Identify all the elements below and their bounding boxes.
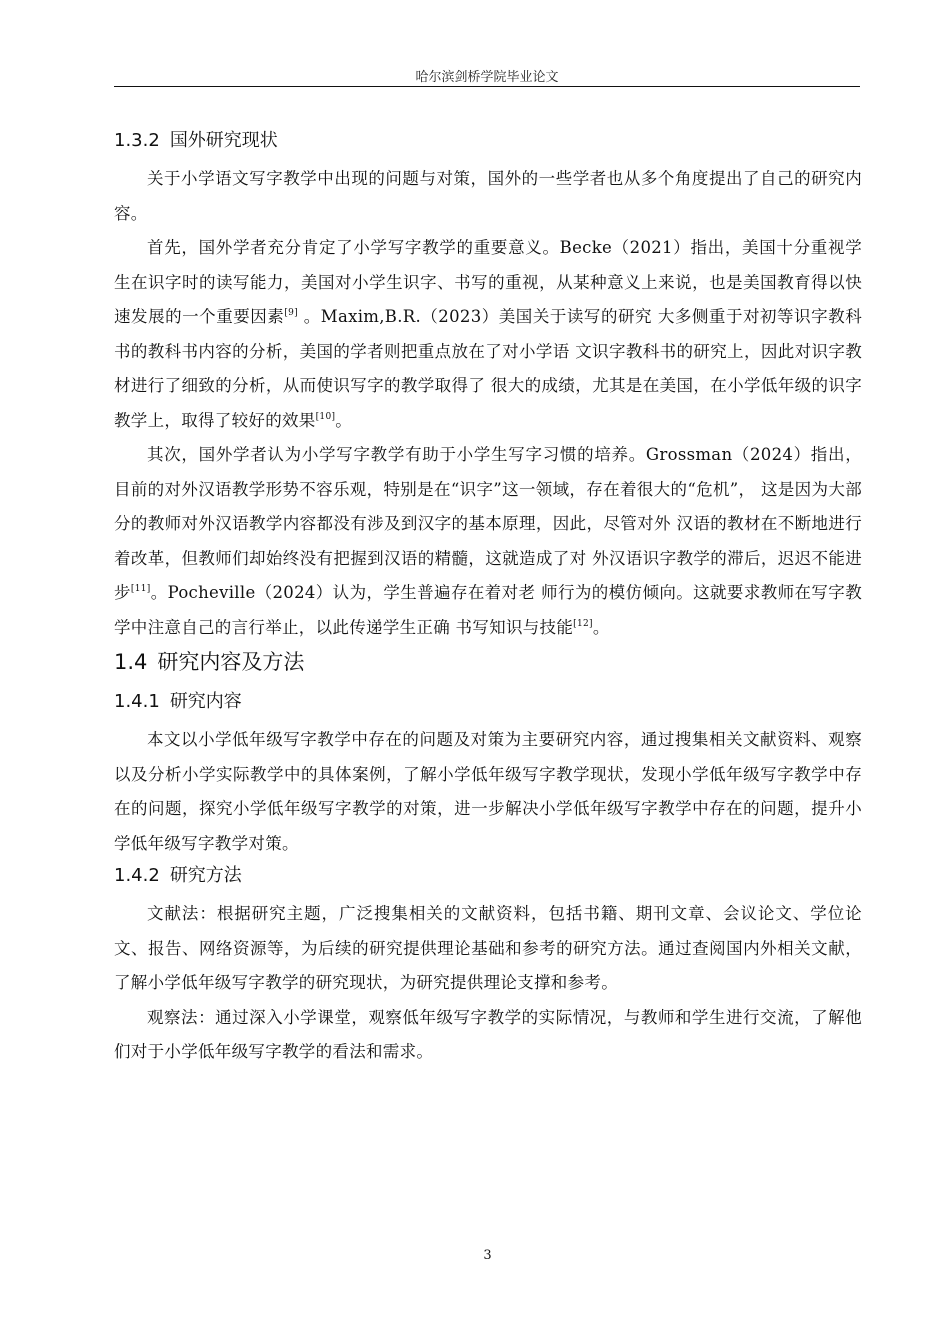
citation-10: [10] (315, 411, 336, 422)
section-number: 1.4 (114, 650, 148, 674)
section-title: 国外研究现状 (169, 130, 278, 151)
page-number: 3 (483, 1248, 492, 1263)
page-header: 哈尔滨剑桥学院毕业论文 (415, 70, 559, 85)
page-body (114, 126, 862, 1070)
section-number: 1.4.1 (114, 691, 160, 712)
section-number: 1.4.2 (114, 865, 160, 886)
header-rule (114, 86, 860, 87)
paragraph: 文献法：根据研究主题，广泛搜集相关的文献资料，包括书籍、期刊文章、会议论文、学位论文、报告、网络资源等，为后续的研究提供理论基础和参考的研究方法。通过查阅国内外相关文献，了解小学低年级写字教学的研究现状，为研究提供理论支撑和参考。 (114, 904, 862, 992)
section-title: 研究方法 (169, 865, 242, 886)
citation-12: [12] (573, 618, 593, 629)
paragraph: 关于小学语文写字教学中出现的问题与对策，国外的一些学者也从多个角度提出了自己的研究内容。 (114, 169, 862, 223)
paragraph: 本文以小学低年级写字教学中存在的问题及对策为主要研究内容，通过搜集相关文献资料、观察以及分析小学实际教学中的具体案例，了解小学低年级写字教学现状，发现小学低年级写字教学中存在的问题，探究小学低年级写字教学的对策，进一步解决小学低年级写字教学中存在的问题，提升小学低年级写字教学对策。 (114, 730, 862, 853)
citation-9: [9] (284, 308, 298, 318)
heading-1-4 (114, 645, 862, 679)
heading-1-3-2 (114, 126, 862, 156)
paragraph: 观察法：通过深入小学课堂，观察低年级写字教学的实际情况，与教师和学生进行交流，了解他们对于小学低年级写字教学的看法和需求。 (114, 1007, 862, 1061)
section-number: 1.3.2 (114, 130, 160, 151)
citation-11: [11] (130, 584, 151, 594)
heading-1-4-1 (114, 687, 862, 717)
heading-1-4-2 (114, 861, 862, 891)
paragraph: 首先，国外学者充分肯定了小学写字教学的重要意义。Becke（2021）指出，美国十分重视学生在识字时的读写能力，美国对小学生识字、书写的重视，从某种意义上来说，也是美国教育得以快速发展的一个重要因素[9] 。Maxim,B.R.（2023）美国关于读写的研究 大多侧重于对初等识字教科书的教科书内容的分析，美国的学者则把重点放在了对小学语 文识字教科书的研究上，因此对识字教材进行了细致的分析，从而使识写字的教学取得了 很大的成绩，尤其是在美国，在小学低年级的识字教学上，取得了较好的效果[10]。 (114, 238, 862, 430)
section-title: 研究内容 (169, 691, 242, 712)
paragraph: 其次，国外学者认为小学写字教学有助于小学生写字习惯的培养。Grossman（2024）指出，目前的对外汉语教学形势不容乐观，特别是在“识字”这一领域，存在着很大的“危机”， 这是因为大部分的教师对外汉语教学内容都没有涉及到汉字的基本原理，因此，尽管对外 汉语的教材在不断地进行着改革，但教师们却始终没有把握到汉语的精髓，这就造成了对 外汉语识字教学的滞后，迟迟不能进步[11]。Pocheville（2024）认为，学生普遍存在着对老 师行为的模仿倾向。这就要求教师在写字教学中注意自己的言行举止，以此传递学生正确 书写知识与技能[12]。 (114, 445, 862, 637)
section-title: 研究内容及方法 (157, 650, 305, 674)
